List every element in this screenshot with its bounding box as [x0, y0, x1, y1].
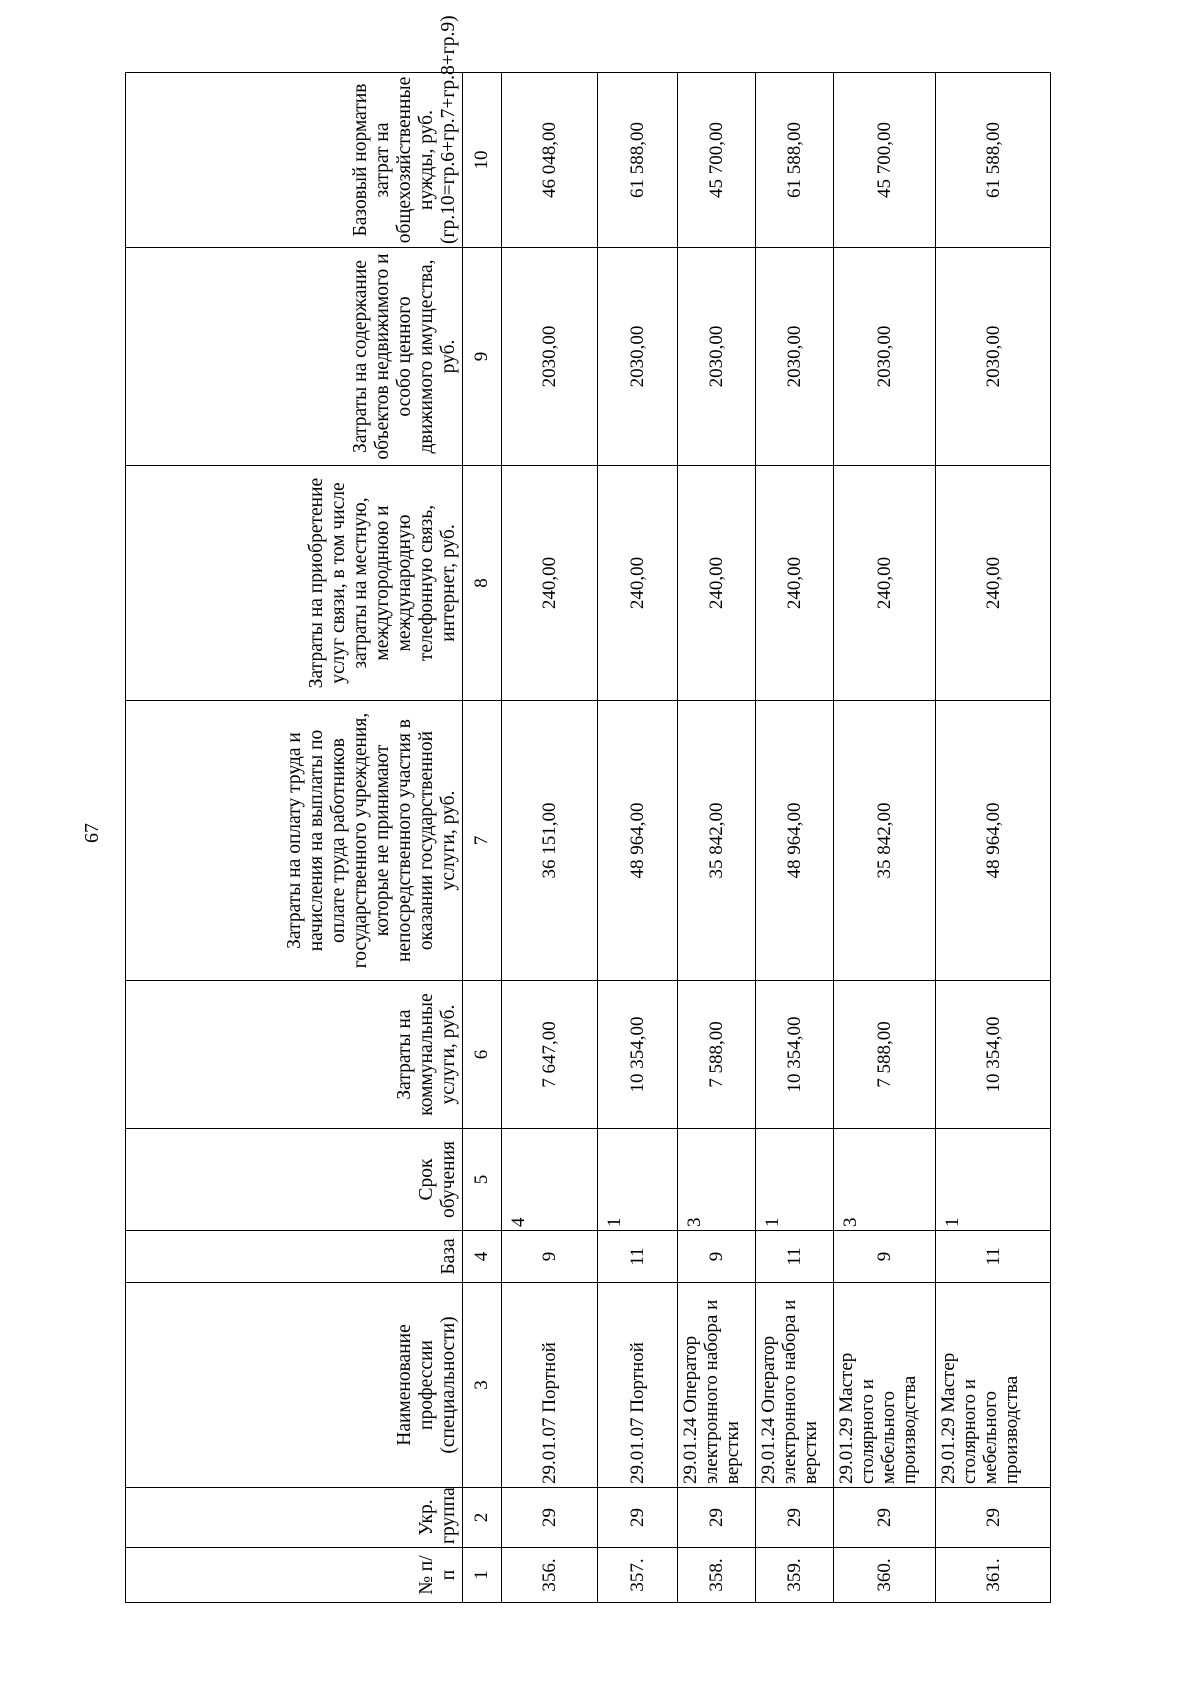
base-norm-cell: 45 700,00: [678, 73, 756, 248]
column-number: 1: [463, 1548, 502, 1603]
duration-cell: 3: [678, 1129, 756, 1231]
labor-cost-cell: 48 964,00: [756, 701, 834, 981]
table-row: [598, 73, 678, 1603]
column-number: 6: [463, 981, 502, 1129]
utilities-cost-cell: 10 354,00: [756, 981, 834, 1129]
utilities-cost-cell: 7 647,00: [502, 981, 598, 1129]
table-row: [834, 73, 936, 1603]
column-number: 7: [463, 701, 502, 981]
duration-cell: 4: [502, 1129, 598, 1231]
labor-cost-cell: 35 842,00: [834, 701, 936, 981]
page-number: 67: [81, 823, 103, 843]
profession-cell: 29.01.29 Мастер столярного и мебельного производства: [834, 1283, 936, 1488]
base-cell: 9: [502, 1231, 598, 1283]
base-norm-cell: 61 588,00: [756, 73, 834, 248]
column-number: 5: [463, 1129, 502, 1231]
header-row: [126, 73, 463, 1603]
property-cost-cell: 2030,00: [502, 248, 598, 466]
column-number: 9: [463, 248, 502, 466]
property-cost-cell: 2030,00: [598, 248, 678, 466]
column-number-row: [463, 73, 502, 1603]
group-cell: 29: [936, 1488, 1051, 1548]
utilities-cost-cell: 7 588,00: [678, 981, 756, 1129]
header-cell: Укр. группа: [126, 1488, 463, 1548]
base-cell: 11: [598, 1231, 678, 1283]
table-row: [502, 73, 598, 1603]
header-cell: База: [126, 1231, 463, 1283]
labor-cost-cell: 48 964,00: [598, 701, 678, 981]
header-cell: Затраты на оплату труда и начисления на выплаты по оплате труда работников государственного учреждения, которые не принимают непосредственного участия в оказании государственной услуги, руб.: [126, 701, 463, 981]
base-norm-cell: 61 588,00: [936, 73, 1051, 248]
header-cell: № п/п: [126, 1548, 463, 1603]
labor-cost-cell: 48 964,00: [936, 701, 1051, 981]
column-number: 3: [463, 1283, 502, 1488]
table-row: [756, 73, 834, 1603]
group-cell: 29: [678, 1488, 756, 1548]
utilities-cost-cell: 10 354,00: [936, 981, 1051, 1129]
row-number: 360.: [834, 1548, 936, 1603]
column-number: 4: [463, 1231, 502, 1283]
row-number: 357.: [598, 1548, 678, 1603]
duration-cell: 1: [598, 1129, 678, 1231]
group-cell: 29: [502, 1488, 598, 1548]
communications-cost-cell: 240,00: [598, 466, 678, 701]
base-norm-cell: 45 700,00: [834, 73, 936, 248]
header-cell: Базовый норматив затрат на общехозяйственные нужды, руб. (гр.10=гр.6+гр.7+гр.8+гр.9): [126, 73, 463, 248]
rotated-table-container: [125, 15, 1045, 1603]
group-cell: 29: [756, 1488, 834, 1548]
column-number: 8: [463, 466, 502, 701]
column-number: 10: [463, 73, 502, 248]
profession-cell: 29.01.29 Мастер столярного и мебельного производства: [936, 1283, 1051, 1488]
profession-cell: 29.01.07 Портной: [502, 1283, 598, 1488]
utilities-cost-cell: 7 588,00: [834, 981, 936, 1129]
header-cell: Наименование профессии (специальности): [126, 1283, 463, 1488]
property-cost-cell: 2030,00: [756, 248, 834, 466]
communications-cost-cell: 240,00: [502, 466, 598, 701]
header-cell: Затраты на содержание объектов недвижимого и особо ценного движимого имущества, руб.: [126, 248, 463, 466]
row-number: 356.: [502, 1548, 598, 1603]
group-cell: 29: [598, 1488, 678, 1548]
communications-cost-cell: 240,00: [756, 466, 834, 701]
row-number: 358.: [678, 1548, 756, 1603]
property-cost-cell: 2030,00: [678, 248, 756, 466]
base-norm-cell: 46 048,00: [502, 73, 598, 248]
base-cell: 11: [756, 1231, 834, 1283]
table-row: [936, 73, 1051, 1603]
property-cost-cell: 2030,00: [834, 248, 936, 466]
duration-cell: 1: [936, 1129, 1051, 1231]
cost-norms-table: [125, 15, 1051, 1603]
base-cell: 9: [834, 1231, 936, 1283]
profession-cell: 29.01.24 Оператор электронного набора и верстки: [678, 1283, 756, 1488]
duration-cell: 1: [756, 1129, 834, 1231]
property-cost-cell: 2030,00: [936, 248, 1051, 466]
labor-cost-cell: 35 842,00: [678, 701, 756, 981]
column-number: 2: [463, 1488, 502, 1548]
communications-cost-cell: 240,00: [936, 466, 1051, 701]
labor-cost-cell: 36 151,00: [502, 701, 598, 981]
row-number: 361.: [936, 1548, 1051, 1603]
base-norm-cell: 61 588,00: [598, 73, 678, 248]
duration-cell: 3: [834, 1129, 936, 1231]
communications-cost-cell: 240,00: [678, 466, 756, 701]
profession-cell: 29.01.07 Портной: [598, 1283, 678, 1488]
communications-cost-cell: 240,00: [834, 466, 936, 701]
table-row: [678, 73, 756, 1603]
base-cell: 9: [678, 1231, 756, 1283]
row-number: 359.: [756, 1548, 834, 1603]
header-cell: Затраты на приобретение услуг связи, в том числе затраты на местную, междугороднюю и международную телефонную связь, интернет, руб.: [126, 466, 463, 701]
header-cell: Затраты на коммунальные услуги, руб.: [126, 981, 463, 1129]
utilities-cost-cell: 10 354,00: [598, 981, 678, 1129]
group-cell: 29: [834, 1488, 936, 1548]
base-cell: 11: [936, 1231, 1051, 1283]
profession-cell: 29.01.24 Оператор электронного набора и верстки: [756, 1283, 834, 1488]
header-cell: Срок обучения: [126, 1129, 463, 1231]
